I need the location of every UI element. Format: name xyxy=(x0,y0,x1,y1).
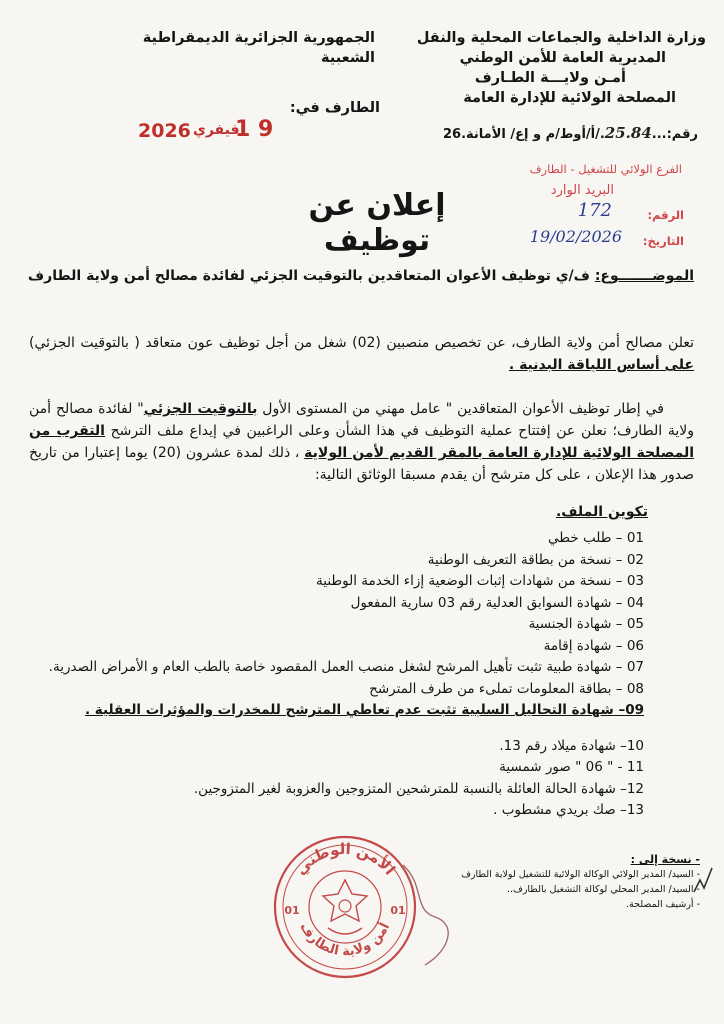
list-item: 02 – نسخة من بطاقة التعريف الوطنية xyxy=(427,551,644,568)
list-item: 05 – شهادة الجنسية xyxy=(528,616,644,632)
subject-label: الموضـــــــوع: xyxy=(594,268,694,284)
paragraph2-part1: في إطار توظيف الأعوان المتعاقدين " عامل مهني من المستوى الأول xyxy=(257,401,664,417)
signature-icon xyxy=(395,855,465,975)
ministry-name: وزارة الداخلية والجماعات المحلية والنقل xyxy=(416,30,706,46)
paragraph2-emphasis2: التقرب من المصلحة الولائية للإدارة العامة بالمقر القديم لأمن الولاية xyxy=(29,423,695,461)
incoming-mail-stamp xyxy=(484,160,684,254)
list-item: 11 - " 06 " صور شمسية xyxy=(499,759,644,775)
service-name: المصلحة الولائية للإدارة العامة xyxy=(463,90,676,106)
republic-name: الجمهورية الجزائرية الديمقراطية الشعبية xyxy=(142,30,375,66)
list-item: 04 – شهادة السوابق العدلية رقم 03 سارية المفعول xyxy=(350,594,644,611)
seal-number-left: 01 xyxy=(284,904,300,917)
list-item: 08 – بطاقة المعلومات تملىء من طرف المترشح xyxy=(369,680,644,697)
mail-branch: الفرع الولائي للتشغيل - الطارف xyxy=(529,162,682,176)
list-item: 07 – شهادة طبية تثبت تأهيل المرشح لشغل منصب العمل المقصود خاصة بالطب العام و الأمراض الصدرية. xyxy=(48,659,644,675)
subject-line xyxy=(24,268,694,284)
subject-text: ف/ي توظيف الأعوان المتعاقدين بالتوقيت الجزئي لفائدة مصالح أمن ولاية الطارف xyxy=(27,268,590,284)
list-item: 03 – نسخة من شهادات إثبات الوضعية إزاء الخدمة الوطنية xyxy=(316,573,644,589)
mail-date-value: 19/02/2026 xyxy=(529,227,622,246)
date-stamp-day: 1 9 xyxy=(235,117,274,142)
seal-number-right: 01 xyxy=(390,904,406,917)
list-item: 06 – شهادة إقامة xyxy=(543,637,644,654)
mail-incoming: البريد الوارد xyxy=(550,183,614,198)
issuer-block xyxy=(406,28,706,108)
date-stamp xyxy=(138,117,298,145)
list-item: 01 – طلب خطي xyxy=(548,530,644,546)
paragraph-procedure xyxy=(29,398,694,486)
date-stamp-month: فيفري xyxy=(193,122,240,138)
paragraph2-emphasis1: بالتوقيت الجزئي xyxy=(143,401,258,417)
mail-date-label: التاريخ: xyxy=(642,234,684,248)
date-stamp-year: 2026 xyxy=(138,120,191,142)
copies-heading: - نسخة إلى : xyxy=(630,853,700,866)
list-item: 13– صك بريدي مشطوب . xyxy=(493,802,644,818)
paragraph1-emphasis: على أساس اللياقة البدنية . xyxy=(508,357,694,373)
reference-number xyxy=(398,124,698,142)
paragraph1-text: تعلن مصالح أمن ولاية الطارف، عن تخصيص منصبين (02) شغل من أجل توظيف عون متعاقد ( بالتوقيت الجزئي) xyxy=(29,335,695,351)
list-item: 10– شهادة ميلاد رقم 13. xyxy=(499,737,644,754)
mail-date-row xyxy=(484,227,684,254)
reference-handwritten: 25.84 xyxy=(604,124,652,142)
file-heading: تكوين الملف. xyxy=(555,504,648,520)
directorate-name: المديرية العامة للأمن الوطني xyxy=(459,50,666,66)
reference-suffix: ./أ/أوط/م و إع/ الأمانة.26 xyxy=(442,127,605,142)
mail-number-label: الرقم: xyxy=(647,208,684,222)
seal-top-text: الأمن الوطني xyxy=(291,839,399,879)
paragraph-allocation xyxy=(29,332,694,376)
handwritten-mark-icon xyxy=(690,862,720,902)
documents-list xyxy=(29,528,644,822)
mail-number-row xyxy=(484,200,684,228)
copies-item: - السيد/ المدير المحلي لوكالة التشغيل بالطارف.. xyxy=(506,884,700,895)
province-security: أمـن ولايـــة الطـارف xyxy=(474,70,626,86)
seal-bottom-text: أمن ولاية الطارف xyxy=(296,920,394,960)
list-item: 12– شهادة الحالة العائلة بالنسبة للمترشحين المتزوجين والعزوبة لغير المتزوجين. xyxy=(193,780,644,797)
paragraph2-part2: " لفائدة مصالح أمن ولاية الطارف؛ نعلن عن إفتتاح عملية التوظيف في هذا الشأن وعلى الراغبين في إيداع ملف الترشح xyxy=(29,401,695,439)
copies-item: - أرشيف المصلحة. xyxy=(625,899,700,910)
page-title: إعلان عن توظيف xyxy=(308,188,446,258)
reference-prefix: رقم:... xyxy=(651,127,698,142)
mail-number-value: 172 xyxy=(577,200,612,221)
copies-item: - السيد/ المدير الولائي الوكالة الولائية للتشغيل لولاية الطارف xyxy=(461,869,700,880)
list-item-highlighted: 09– شهادة التحاليل السلبية تثبت عدم تعاطي المترشح للمخدرات والمؤثرات العقلية . xyxy=(84,702,644,718)
place-label: الطارف في: xyxy=(289,100,380,116)
paragraph2-part3: ، ذلك لمدة عشرون (20) يوما إعتبارا من تاريخ صدور هذا الإعلان ، على كل مترشح أن يقدم مسبقا الوثائق التالية: xyxy=(29,445,694,483)
